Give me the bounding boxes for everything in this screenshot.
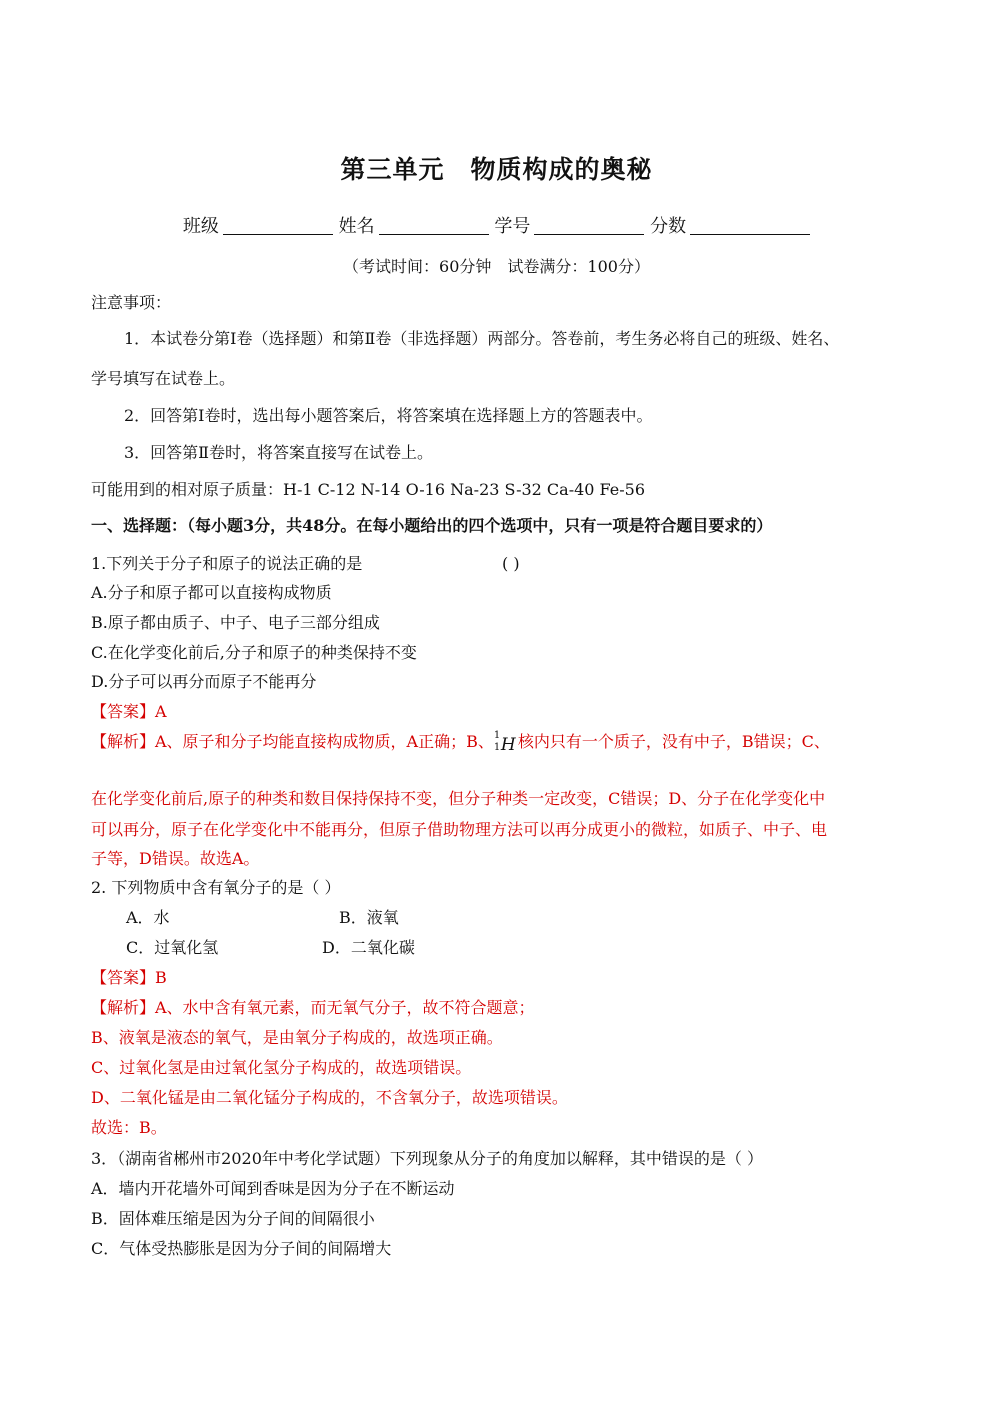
score-field-label: 分数 bbox=[650, 216, 687, 237]
q1-option-a: A.分子和原子都可以直接构成物质 bbox=[91, 583, 332, 602]
q1-option-c: C.在化学变化前后,分子和原子的种类保持不变 bbox=[91, 643, 417, 662]
notice-item-1-line-1: 1．本试卷分第Ⅰ卷（选择题）和第Ⅱ卷（非选择题）两部分。答卷前，考生务必将自己的班级、姓名、 bbox=[124, 329, 840, 348]
q1-analysis-line-1 bbox=[91, 731, 830, 757]
notice-item-2: 2．回答第Ⅰ卷时，选出每小题答案后，将答案填在选择题上方的答题表中。 bbox=[124, 406, 653, 425]
notice-heading: 注意事项： bbox=[91, 293, 172, 312]
q2-analysis-line-1: 【解析】A、水中含有氧元素，而无氧气分子，故不符合题意； bbox=[91, 998, 535, 1017]
q1-answer-bracket: ( ) bbox=[502, 554, 520, 573]
nuclide-mass-number: 1 bbox=[493, 730, 501, 741]
q1-option-b: B.原子都由质子、中子、电子三部分组成 bbox=[91, 613, 380, 632]
q1-answer: 【答案】A bbox=[91, 702, 167, 721]
q2-option-a: A．水 bbox=[126, 908, 170, 927]
q1-analysis-part-b: 核内只有一个质子，没有中子，B错误；C、 bbox=[517, 732, 830, 751]
student-id-field-blank[interactable] bbox=[534, 216, 644, 235]
q1-analysis-part-a: 【解析】A、原子和分子均能直接构成物质，A正确；B、 bbox=[91, 732, 494, 751]
hydrogen-nuclide-symbol bbox=[494, 731, 518, 757]
q3-option-b: B．固体难压缩是因为分子间的间隔很小 bbox=[91, 1209, 375, 1228]
q2-option-c: C．过氧化氢 bbox=[126, 938, 219, 957]
q1-analysis-line-4: 子等，D错误。故选A。 bbox=[91, 849, 260, 868]
score-field-blank[interactable] bbox=[690, 216, 810, 235]
q1-analysis-line-2: 在化学变化前后,原子的种类和数目保持保持不变，但分子种类一定改变，C错误；D、分子在化学变化中 bbox=[91, 789, 826, 808]
name-field-blank[interactable] bbox=[379, 216, 489, 235]
name-field-label: 姓名 bbox=[338, 216, 375, 237]
q1-stem: 1.下列关于分子和原子的说法正确的是 bbox=[91, 554, 363, 573]
q2-analysis-line-2: B、液氧是液态的氧气，是由氧分子构成的，故选项正确。 bbox=[91, 1028, 503, 1047]
notice-item-1-line-2: 学号填写在试卷上。 bbox=[91, 369, 236, 388]
notice-item-3: 3．回答第Ⅱ卷时，将答案直接写在试卷上。 bbox=[124, 443, 434, 462]
q2-analysis-line-5: 故选：B。 bbox=[91, 1118, 167, 1137]
q1-analysis-line-3: 可以再分，原子在化学变化中不能再分，但原子借助物理方法可以再分成更小的微粒，如质子、中子、电 bbox=[91, 820, 828, 839]
nuclide-element: H bbox=[500, 735, 516, 755]
page-title: 第三单元 物质构成的奥秘 bbox=[340, 155, 653, 184]
exam-meta: （考试时间：60分钟 试卷满分：100分） bbox=[343, 257, 650, 276]
class-field-label: 班级 bbox=[182, 216, 219, 237]
class-field-blank[interactable] bbox=[223, 216, 333, 235]
student-info-row bbox=[0, 212, 993, 238]
atomic-masses: 可能用到的相对原子质量：H-1 C-12 N-14 O-16 Na-23 S-32 Ca-40 Fe-56 bbox=[91, 480, 646, 499]
q1-option-d: D.分子可以再分而原子不能再分 bbox=[91, 672, 317, 691]
q3-stem: 3．（湖南省郴州市2020年中考化学试题）下列现象从分子的角度加以解释，其中错误的是（ ） bbox=[91, 1149, 763, 1168]
q3-option-c: C．气体受热膨胀是因为分子间的间隔增大 bbox=[91, 1239, 392, 1258]
q2-analysis-line-4: D、二氧化锰是由二氧化锰分子构成的，不含氧分子，故选项错误。 bbox=[91, 1088, 568, 1107]
q2-analysis-line-3: C、过氧化氢是由过氧化氢分子构成的，故选项错误。 bbox=[91, 1058, 472, 1077]
q2-option-d: D．二氧化碳 bbox=[322, 938, 415, 957]
q2-stem: 2. 下列物质中含有氧分子的是（ ） bbox=[91, 878, 341, 897]
q2-option-b: B．液氧 bbox=[339, 908, 399, 927]
q3-option-a: A．墙内开花墙外可闻到香味是因为分子在不断运动 bbox=[91, 1179, 455, 1198]
student-id-field-label: 学号 bbox=[494, 216, 531, 237]
q2-answer: 【答案】B bbox=[91, 968, 167, 987]
section-1-heading: 一、选择题：（每小题3分，共48分。在每小题给出的四个选项中，只有一项是符合题目要求的） bbox=[91, 516, 773, 535]
nuclide-atomic-number: 1 bbox=[493, 742, 501, 753]
